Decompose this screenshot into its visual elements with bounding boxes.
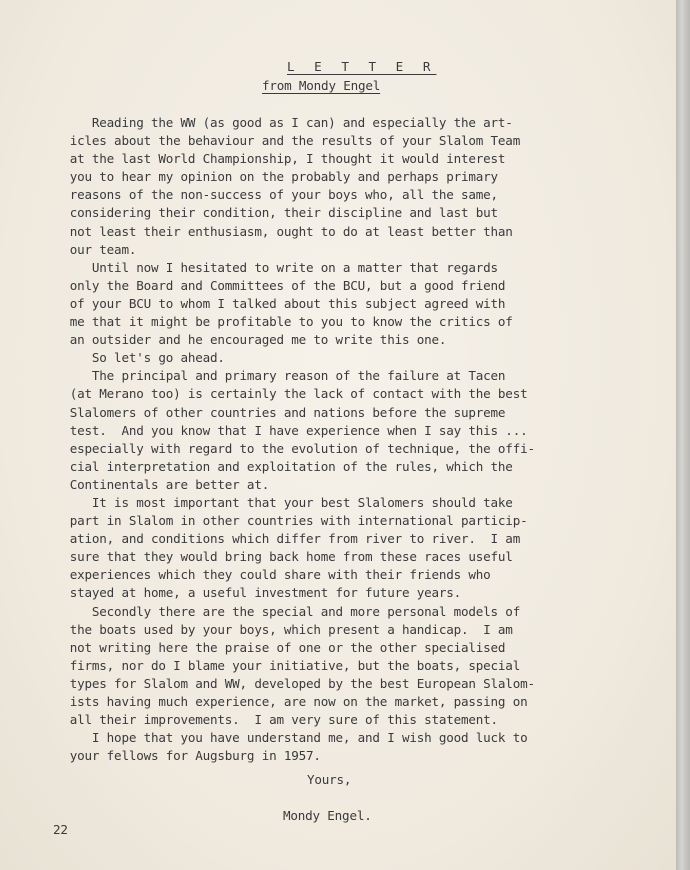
- body-line: The principal and primary reason of the failure at Tacen: [55, 368, 506, 384]
- body-line: not writing here the praise of one or the other specialised: [55, 639, 506, 655]
- body-line: test. And you know that I have experience when I say this ...: [55, 422, 528, 438]
- letter-body: [55, 114, 615, 765]
- body-line: (at Merano too) is certainly the lack of contact with the best: [55, 386, 528, 402]
- letter-subtitle: from Mondy Engel: [262, 78, 381, 93]
- body-line: So let's go ahead.: [55, 350, 225, 366]
- page-number: 22: [53, 822, 68, 837]
- body-line: part in Slalom in other countries with international particip-: [55, 513, 528, 529]
- body-line: sure that they would bring back home from these races useful: [55, 549, 513, 565]
- body-line: the boats used by your boys, which present a handicap. I am: [55, 621, 513, 637]
- body-line: ists having much experience, are now on the market, passing on: [55, 694, 528, 709]
- body-line: Until now I hesitated to write on a matter that regards: [55, 259, 498, 275]
- body-line: cial interpretation and exploitation of the rules, which the: [55, 458, 513, 474]
- page-edge: [676, 0, 690, 870]
- body-line: considering their condition, their discipline and last but: [55, 205, 498, 221]
- body-line: Reading the WW (as good as I can) and especially the art-: [55, 115, 513, 130]
- body-line: not least their enthusiasm, ought to do at least better than: [55, 223, 513, 239]
- body-line: stayed at home, a useful investment for future years.: [55, 585, 462, 601]
- letter-closing: Yours,: [307, 772, 352, 787]
- letter-signature: Mondy Engel.: [283, 808, 372, 823]
- body-line: I hope that you have understand me, and I wish good luck to: [55, 730, 528, 746]
- body-line: It is most important that your best Slalomers should take: [55, 494, 513, 510]
- body-line: of your BCU to whom I talked about this subject agreed with: [55, 295, 506, 311]
- body-line: Secondly there are the special and more personal models of: [55, 603, 521, 619]
- body-line: your fellows for Augsburg in 1957.: [55, 748, 321, 764]
- body-line: Slalomers of other countries and nations before the supreme: [55, 404, 506, 420]
- body-line: an outsider and he encouraged me to write this one.: [55, 332, 447, 348]
- body-line: firms, nor do I blame your initiative, but the boats, special: [55, 657, 521, 673]
- body-line: types for Slalom and WW, developed by the best European Slalom-: [55, 675, 535, 691]
- body-line: icles about the behaviour and the results of your Slalom Team: [55, 133, 521, 149]
- body-line: especially with regard to the evolution of technique, the offi-: [55, 440, 535, 456]
- body-line: at the last World Championship, I thought it would interest: [55, 151, 506, 167]
- body-line: ation, and conditions which differ from river to river. I am: [55, 531, 521, 547]
- body-line: me that it might be profitable to you to know the critics of: [55, 314, 513, 330]
- letter-title: L E T T E R: [287, 59, 437, 74]
- body-line: Continentals are better at.: [55, 476, 270, 492]
- body-line: experiences which they could share with their friends who: [55, 567, 491, 583]
- body-line: reasons of the non-success of your boys who, all the same,: [55, 187, 498, 203]
- body-line: only the Board and Committees of the BCU, but a good friend: [55, 277, 506, 293]
- body-line: our team.: [55, 241, 137, 257]
- body-line: all their improvements. I am very sure of this statement.: [55, 712, 498, 728]
- body-line: you to hear my opinion on the probably and perhaps primary: [55, 169, 498, 185]
